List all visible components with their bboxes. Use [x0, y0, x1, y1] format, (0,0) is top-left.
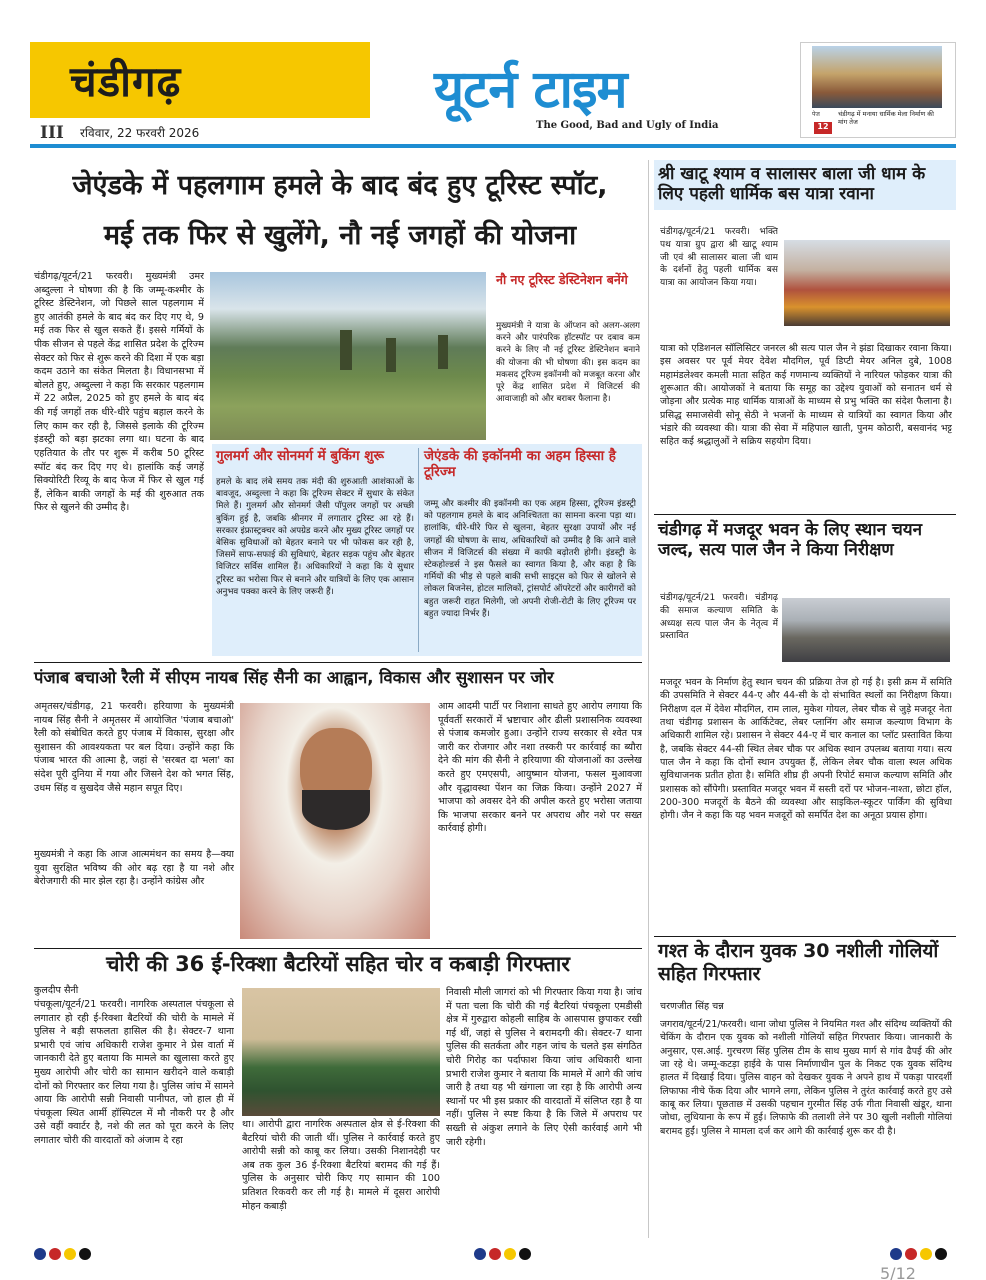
- photo-beard: [302, 790, 370, 830]
- issue-date: रविवार, 22 फरवरी 2026: [80, 126, 200, 140]
- page-counter: 5/12: [880, 1264, 916, 1280]
- page-roman: III: [40, 123, 64, 143]
- section-divider: [654, 936, 956, 937]
- lead-side-headline: नौ नए टूरिस्ट डेस्टिनेशन बनेंगे: [496, 272, 628, 287]
- nasha-headline: गश्त के दौरान युवक 30 नशीली गोलियों सहित गिरफ्तार: [658, 940, 939, 985]
- dot: [519, 1248, 531, 1260]
- photo-figure: [438, 335, 448, 369]
- newspaper-title: यूटर्न टाइम: [434, 60, 627, 120]
- dot: [920, 1248, 932, 1260]
- lead-headline-line2: मई तक फिर से खुलेंगे, नौ नई जगहों की योजना: [103, 220, 577, 251]
- box1-text: हमले के बाद लंबे समय तक मंदी की शुरुआती आशंकाओं के बावजूद, अब्दुल्ला ने कहा कि टूरिज्म सेक्टर में सुधार के संकेत मिले हैं। गुलमर्ग और सोनमर्ग जैसी पॉपुलर जगहों पर अच्छी बुकिंग हुई है, जबकि श्रीनगर में लगातार टूरिस्ट आ रहे हैं। सरकार इंफ्रास्ट्रक्चर को अपग्रेड करने और मुख्य टूरिस्ट जगहों पर बेसिक सुविधाओं को बेहतर बनाने पर भी फोकस कर रही है, जिसमें साफ-सफाई की सुविधाएं, बेहतर सड़क पहुंच और बेहतर विजिटर सर्विस शामिल हैं। अधिकारियों ने कहा कि ये सुधार टूरिस्ट का भरोसा फिर से बनाने और यात्रियों के लिए एक आसान अनुभव पक्का करने के लिए जरूरी हैं।: [216, 477, 414, 597]
- nasha-body: जगराव/यूटर्न/21/फरवरी। थाना जोधा पुलिस ने नियमित गश्त और संदिग्ध व्यक्तियों की चेकिंग के दौरान एक युवक को नशीली गोलियों सहित गिरफ्तार किया। जानकारी के अनुसार, एस.आई. गुरचरण सिंह पुलिस टीम के साथ मुख्य मार्ग से गांव ढैपई की ओर जा रहे थे। जम्मू-कटड़ा हाईवे के पास निर्माणाधीन पुल के निकट एक युवक संदिग्ध हालत में दिखाई दिया। पुलिस वाहन को देखकर युवक ने अपने हाथ में पकड़ा पारदर्शी लिफाफा नीचे फेंक दिया और भागने लगा, लेकिन पुलिस ने तुरंत कार्रवाई करते हुए उसे काबू कर लिया। पूछताछ में उसकी पहचान गुरमीत सिंह उर्फ गीता निवासी खंडूर, थाना जोधा, लुधियाना के रूप में हुई। लिफाफे की तलाशी लेने पर 30 खुली नशीली गोलियां बरामद हुईं। पुलिस ने मामला दर्ज कर आगे की कार्रवाई शुरू कर दी है।: [660, 1019, 952, 1137]
- khatu-body: यात्रा को एडिशनल सॉलिसिटर जनरल श्री सत्य पाल जैन ने झंडा दिखाकर रवाना किया। इस अवसर पर पूर्व मेयर देवेश मौदगिल, पूर्व डिप्टी मेयर अनिल दुबे, 1008 महामंडलेश्वर कमली माता सहित कई गणमान्य व्यक्तियों ने नारियल फोड़कर यात्रा की शुरूआत की। आयोजकों ने बताया कि समूह का उद्देश्य युवाओं को सनातन धर्म से जोड़ना और प्रत्येक माह धार्मिक यात्राओं के माध्यम से प्रभु भक्ति का संदेश फैलाना है। प्रसिद्ध समाजसेवी सोनू सेठी ने भजनों के माध्यम से यात्रियों का स्वागत किया और भंडारे की व्यवस्था की। यात्रा की सेवा में महिपाल खाती, पुनम कोठारी, बसवानंद भट्ट सहित कई श्रद्धालुओं ने सक्रिय सहयोग दिया।: [660, 343, 952, 448]
- box2-headline: जेएंडके की इकॉनमी का अहम हिस्सा है टूरिज्म: [424, 448, 616, 481]
- khatu-intro: चंडीगढ़/यूटर्न/21 फरवरी। भक्ति पथ यात्रा ग्रुप द्वारा श्री खाटू श्याम जी एवं श्री सालासर बाला जी धाम के दर्शनों हेतु पहली धार्मिक बस यात्रा का आयोजन किया गया।: [660, 227, 778, 289]
- lead-column-1: चंडीगढ़/यूटर्न/21 फरवरी। मुख्यमंत्री उमर अब्दुल्ला ने घोषणा की है कि जम्मू-कश्मीर के टूरिस्ट डेस्टिनेशन, जो पिछले साल पहलगाम में हुए आतंकी हमले के बाद बंद कर दिए गए थे, 9 मई तक फिर से खुल सकते हैं। इससे गर्मियों के पीक सीजन से पहले केंद्र शासित प्रदेश के टूरिज्म सेक्टर को फिर से शुरू करने की दिशा में एक बड़ा कदम उठाने का संकेत मिलता है। विधानसभा में बोलते हुए, अब्दुल्ला ने कहा कि सरकार पहलगाम में 22 अप्रैल, 2025 को हुए हमले के बाद बंद की गई जगहों तक धीरे-धीरे पहुंच बहाल करने के लिए काम कर रही है, जिससे इलाके की टूरिज्म इंडस्ट्री को बड़ा झटका लगा था। घटना के बाद एहतियात के तौर पर शुरू में करीब 50 टूरिस्ट स्पॉट बंद कर दिए गए थे। हालांकि कई जगहें सिक्योरिटी रिव्यू के बाद फेज में फिर से खुल गई हैं, लेकिन बाकी जगहों के मई की शुरुआत तक फिर से खुलने की उम्मीद है।: [34, 271, 204, 514]
- punjab-column-1-cont: मुख्यमंत्री ने कहा कि आज आत्ममंथन का समय है—क्या युवा सुरक्षित भविष्य की ओर बढ़ रहा है या नशे और बेरोजगारी की मार झेल रहा है। उन्होंने कांग्रेस और: [34, 849, 234, 888]
- punjab-column-2: आम आदमी पार्टी पर निशाना साधते हुए आरोप लगाया कि पूर्ववर्ती सरकारों में भ्रष्टाचार और ढीली प्रशासनिक व्यवस्था से पंजाब कमजोर हुआ। उन्होंने राज्य सरकार से श्वेत पत्र जारी कर रोजगार और नशा तस्करी पर कार्रवाई का ब्यौरा देने की मांग की सैनी ने हरियाणा की योजनाओं का उल्लेख करते हुए एमएसपी, आयुष्मान योजना, फसल मुआवजा और वृद्धावस्था पेंशन का जिक्र किया। उन्होंने 2027 में भाजपा को अवसर देने की अपील करते हुए भरोसा जताया कि भाजपा सरकार बनने पर अपराध और नशे पर सख्त कार्रवाई होगी।: [438, 701, 642, 835]
- dot: [34, 1248, 46, 1260]
- section-divider: [34, 662, 642, 663]
- box2-text: जम्मू और कश्मीर की इकॉनमी का एक अहम हिस्सा, टूरिज्म इंडस्ट्री को पहलगाम हमले के बाद अनिश्चितता का सामना करना पड़ा था। हालांकि, धीरे-धीरे फिर से खुलना, बेहतर सुरक्षा उपायों और नई जगहों की घोषणा के साथ, अधिकारियों को उम्मीद है कि आने वाले सीजन में विजिटर्स की संख्या में काफी बढ़ोतरी होगी। इंडस्ट्री के स्टेकहोल्डर्स ने इस फैसले का स्वागत किया है, और कहा है कि गर्मियों की भीड़ से पहले बाकी सभी साइट्स को फिर से खोलने से लोकल बिजनेस, होटल मालिकों, ट्रांसपोर्ट ऑपरेटरों और कारीगरों को बहुत जरूरी राहत मिलेगी, जो अपनी रोजी-रोटी के लिए टूरिज्म पर बहुत ज्यादा निर्भर हैं।: [424, 499, 636, 619]
- photo-figure: [340, 330, 352, 370]
- lead-side-text: मुख्यमंत्री ने यात्रा के ऑप्शन को अलग-अलग करने और पारंपरिक हॉटस्पॉट पर दबाव कम करने के लिए नौ नई टूरिस्ट डेस्टिनेशन बनाने की योजना की भी घोषणा की। इस कदम का मकसद टूरिज्म इकॉनमी को मजबूत करना और पूरे केंद्र शासित प्रदेश में विजिटर्स की आवाजाही को और बराबर फैलाना है।: [496, 321, 640, 405]
- nasha-byline: चरणजीत सिंह चन्न: [660, 1001, 724, 1012]
- punjab-headline: पंजाब बचाओ रैली में सीएम नायब सिंह सैनी का आह्वान, विकास और सुशासन पर जोर: [34, 668, 554, 687]
- mazdoor-headline: चंडीगढ़ में मजदूर भवन के लिए स्थान चयन जल्द, सत्य पाल जैन ने किया निरीक्षण: [658, 520, 923, 561]
- dot: [49, 1248, 61, 1260]
- column-divider: [648, 160, 649, 1238]
- tagline: The Good, Bad and Ugly of India: [536, 120, 719, 131]
- lead-headline-line1: जेएंडके में पहलगाम हमले के बाद बंद हुए टूरिस्ट स्पॉट,: [72, 170, 608, 201]
- khatu-photo-group: [784, 240, 950, 326]
- mazdoor-intro: चंडीगढ़/यूटर्न/21 फरवरी। चंडीगढ़ की समाज कल्याण समिति के अध्यक्ष सत्य पाल जैन के नेतृत्व में प्रस्तावित: [660, 593, 778, 642]
- theft-column-2: था। आरोपी द्वारा नागरिक अस्पताल क्षेत्र से ई-रिक्शा की बैटरियां चोरी की जाती थीं। पुलिस ने कार्रवाई करते हुए आरोपी सन्नी को काबू कर लिया। उसकी निशानदेही पर अब तक कुल 36 ई-रिक्शा बैटरियां बरामद की गई हैं। पुलिस के अनुसार चोरी किए गए सामान की 100 प्रतिशत रिकवरी कर ली गई है। मामले में दूसरा आरोपी मोहन कबाड़ी: [242, 1119, 440, 1212]
- theft-column-3: निवासी मौली जागरां को भी गिरफ्तार किया गया है। जांच में पता चला कि चोरी की गई बैटरियां पंचकूला एमडीसी क्षेत्र में गुरुद्वारा कोहली साहिब के आसपास छुपाकर रखी गई थीं, जहां से पुलिस ने बरामदगी की। सेक्टर-7 थाना पुलिस की सतर्कता और गहन जांच के चलते इस संगठित चोरी गिरोह का पर्दाफाश किया जांच अधिकारी थाना प्रभारी राजेश कुमार ने बताया कि मामले में आगे की जांच जारी है तथा यह भी खंगाला जा रहा है कि आरोपी अन्य स्थानों पर भी इस प्रकार की वारदातों में संलिप्त रहा है या नहीं। पुलिस ने स्पष्ट किया है कि जिले में अपराध पर सख्ती से अंकुश लगाने के लिए ऐसी कार्रवाई आगे भी जारी रहेगी।: [446, 987, 642, 1148]
- box1-headline: गुलमर्ग और सोनमर्ग में बुकिंग शुरू: [216, 448, 384, 464]
- promo-text: चंडीगढ़ में मनाया धार्मिक मेला निर्माण की मांग तेज: [838, 110, 934, 127]
- section-divider: [34, 948, 642, 949]
- mazdoor-photo-inspection: [782, 598, 950, 662]
- promo-page-number: 12: [814, 122, 832, 134]
- dot: [64, 1248, 76, 1260]
- khatu-headline: श्री खाटू श्याम व सालासर बाला जी धाम के लिए पहली धार्मिक बस यात्रा रवाना: [658, 164, 926, 205]
- city-name: चंडीगढ़: [70, 57, 182, 106]
- footer-dots-right: [890, 1245, 950, 1264]
- promo-label: पेज: [812, 111, 820, 118]
- header-rule: [30, 144, 956, 148]
- footer-dots-center: [474, 1245, 534, 1264]
- box-divider: [418, 448, 419, 652]
- dot: [905, 1248, 917, 1260]
- theft-byline: कुलदीप सैनी: [34, 985, 79, 996]
- dot: [890, 1248, 902, 1260]
- dot: [504, 1248, 516, 1260]
- theft-photo-police-recovery: [242, 988, 440, 1116]
- dot: [474, 1248, 486, 1260]
- dot: [79, 1248, 91, 1260]
- section-divider: [654, 514, 956, 515]
- theft-column-1: पंचकूला/यूटर्न/21 फरवरी। नागरिक अस्पताल पंचकूला से लगातार हो रही ई-रिक्शा बैटरियों की चोरी के मामले में पुलिस ने बड़ी सफलता हासिल की है। सेक्टर-7 थाना प्रभारी एवं जांच अधिकारी राजेश कुमार ने प्रेस वार्ता में जानकारी देते हुए बताया कि मामले का खुलासा करते हुए मुख्य आरोपी और चोरी का सामान खरीदने वाले कबाड़ी दोनों को गिरफ्तार कर लिया गया है। पुलिस जांच में सामने आया कि आरोपी सन्नी निवासी पानीपत, जो हाल ही में पंचकूला स्थित आर्मी हॉस्पिटल में मौ नौकरी पर है और उसे वहीं क्वार्टर है, नशे की लत को पूरा करने के लिए लगातार चोरी की वारदातों को अंजाम दे रहा: [34, 999, 234, 1147]
- mazdoor-body: मजदूर भवन के निर्माण हेतु स्थान चयन की प्रक्रिया तेज हो गई है। इसी क्रम में समिति की उपसमिति ने सेक्टर 44-ए और 44-सी के दो संभावित स्थलों का निरीक्षण किया। निरीक्षण दल में देवेश मौदगिल, राम लाल, मुकेश गोयल, लेबर चौक से जुड़े मजदूर नेता तथा चंडीगढ़ प्रशासन के आर्किटेक्ट, लेबर प्लानिंग और समाज कल्याण विभाग के अधिकारी शामिल रहे। प्रशासन ने सेक्टर 44-ए में चार कनाल का प्लॉट प्रस्तावित किया है, जबकि सेक्टर 44-सी स्थित लेबर चौक पर अधिक स्थान उपलब्ध बताया गया। सत्य पाल जैन ने कहा कि दोनों स्थान उपयुक्त हैं, लेकिन लेबर चौक वाला स्थल अधिक सुविधाजनक प्रतीत होता है। समिति शीघ्र ही अपनी रिपोर्ट समाज कल्याण समिति और प्रशासक को सौंपेगी। प्रस्तावित मजदूर भवन में सस्ती दरों पर भोजन-नाश्ता, छोटा हॉल, 200-300 मजदूरों के बैठने की व्यवस्था और साइकिल-स्कूटर पार्किंग की सुविधा होगी। जैन ने कहा कि यह भवन मजदूरों को समर्पित देश का अनूठा प्रयास होगा।: [660, 677, 952, 822]
- dot: [935, 1248, 947, 1260]
- punjab-column-1: अमृतसर/चंडीगढ़, 21 फरवरी। हरियाणा के मुख्यमंत्री नायब सिंह सैनी ने अमृतसर में आयोजित 'पंजाब बचाओ' रैली को संबोधित करते हुए पंजाब में विकास, सुरक्षा और सुशासन की आवश्यकता पर बल दिया। उन्होंने कहा कि पंजाब भारत की आत्मा है, जहां से 'सरबत दा भला' का संदेश पूरी दुनिया में गया और जिसने देश को भगत सिंह, उधम सिंह व सुखदेव जैसे महान सपूत दिए।: [34, 701, 234, 794]
- promo-photo: [812, 46, 942, 108]
- photo-figure: [386, 338, 396, 372]
- theft-headline: चोरी की 36 ई-रिक्शा बैटरियों सहित चोर व कबाड़ी गिरफ्तार: [106, 952, 570, 976]
- dot: [489, 1248, 501, 1260]
- footer-dots-left: [34, 1245, 94, 1264]
